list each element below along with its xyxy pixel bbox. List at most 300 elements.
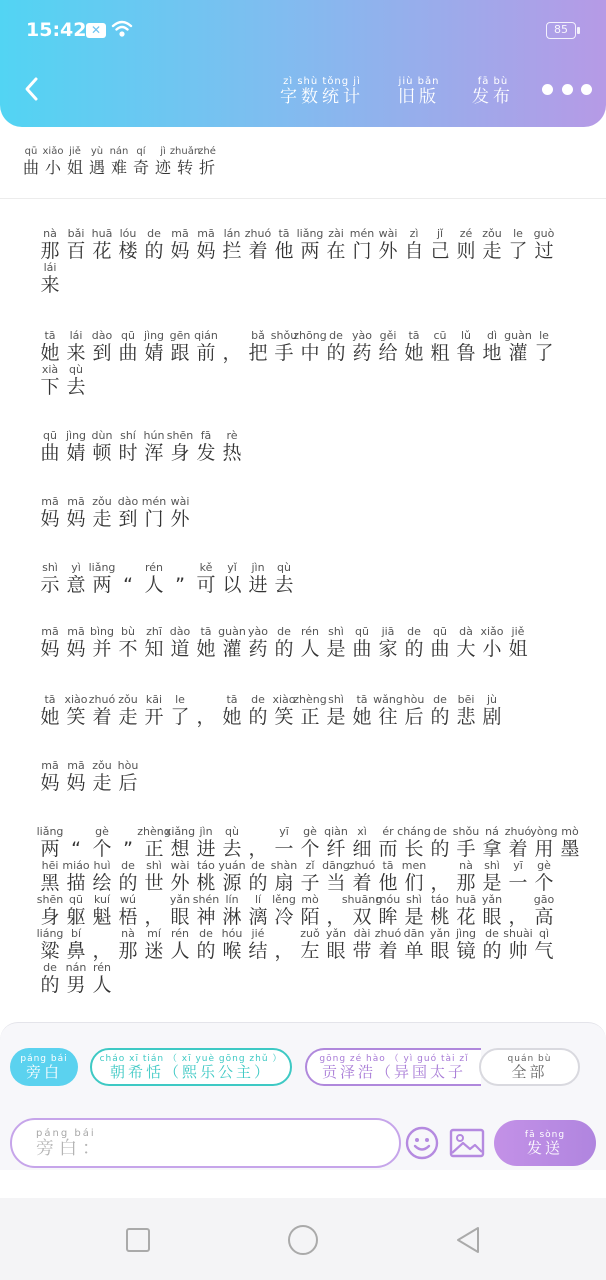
- hanzi: 知: [144, 638, 164, 660]
- story-paragraph: [37, 228, 557, 296]
- pinyin: jìn: [251, 561, 265, 574]
- pinyin: zhuó: [244, 227, 272, 240]
- hanzi: 悲: [456, 706, 476, 728]
- pinyin: yǎn: [169, 893, 191, 906]
- hanzi: 扇: [274, 872, 294, 894]
- ruby-char: [89, 962, 115, 996]
- hanzi: 个: [300, 838, 320, 860]
- role-chip-label: 旁白: [25, 1062, 62, 1081]
- old-version-pinyin: jiù bǎn: [398, 76, 440, 87]
- hanzi: 遇: [88, 158, 105, 177]
- pinyin: rén: [92, 961, 112, 974]
- pinyin: shǒu: [452, 825, 480, 838]
- ruby-char: [427, 894, 453, 928]
- message-input[interactable]: [10, 1118, 401, 1168]
- ruby-char: [293, 329, 327, 364]
- pinyin: lí: [254, 893, 262, 906]
- pinyin: tā: [226, 693, 238, 706]
- hanzi: 想: [170, 838, 190, 860]
- hanzi: 源: [222, 872, 242, 894]
- story-title: [20, 146, 218, 177]
- pinyin: de: [329, 329, 343, 342]
- pinyin: rén: [144, 561, 164, 574]
- pinyin: liǎng: [296, 227, 324, 240]
- hanzi: 发: [196, 442, 216, 464]
- pinyin: hún: [143, 429, 165, 442]
- ruby-char: [531, 860, 557, 894]
- ruby-char: [89, 228, 115, 262]
- system-nav-bar: [0, 1198, 606, 1280]
- pinyin: dào: [169, 625, 191, 638]
- hanzi: 家: [378, 638, 398, 660]
- ruby-char: [479, 626, 505, 660]
- hanzi: ”: [123, 838, 133, 860]
- ruby-char: [479, 860, 505, 894]
- ruby-char: [37, 760, 63, 794]
- hanzi: 男: [66, 974, 86, 996]
- ruby-char: [349, 860, 375, 894]
- pinyin: yǐ: [227, 561, 237, 574]
- hanzi: 走: [482, 240, 502, 262]
- hanzi: 眸: [378, 906, 398, 928]
- hanzi: 门: [352, 240, 372, 262]
- hanzi: 灌: [508, 342, 528, 364]
- ruby-char: [375, 330, 401, 364]
- ruby-char: [115, 760, 141, 794]
- hanzi: 描: [66, 872, 86, 894]
- hanzi: 外: [170, 872, 190, 894]
- ruby-char: [37, 928, 63, 962]
- pinyin: zì: [409, 227, 419, 240]
- hanzi: 外: [170, 508, 190, 530]
- ruby-char: [349, 228, 375, 262]
- story-line: [37, 760, 141, 794]
- hanzi: 她: [352, 706, 372, 728]
- hanzi: 高: [534, 906, 554, 928]
- ruby-char: [557, 826, 583, 860]
- back-nav-icon[interactable]: [448, 1220, 488, 1260]
- pinyin: hòu: [403, 693, 425, 706]
- ruby-char: [137, 825, 171, 860]
- pinyin: jiě: [69, 146, 81, 157]
- hanzi: 淋: [222, 906, 242, 928]
- pinyin: de: [277, 625, 291, 638]
- hanzi: 姐: [66, 158, 83, 177]
- hanzi: 是: [404, 906, 424, 928]
- pinyin: shàn: [270, 859, 298, 872]
- pinyin: bǎi: [67, 227, 85, 240]
- more-options-icon[interactable]: [542, 84, 592, 96]
- hanzi: 着: [352, 872, 372, 894]
- ruby-char: [505, 228, 531, 262]
- pinyin: bí: [70, 927, 82, 940]
- pinyin: mā: [67, 759, 85, 772]
- pinyin: mén: [349, 227, 375, 240]
- pinyin: miáo: [62, 859, 90, 872]
- pinyin: huā: [91, 227, 113, 240]
- pinyin: yǎn: [481, 893, 503, 906]
- hanzi: 个: [534, 872, 554, 894]
- ruby-char: [167, 860, 193, 894]
- role-chip-label: 朝希恬（熙乐公主）: [109, 1062, 272, 1081]
- pinyin: xiǎo: [42, 146, 64, 157]
- ruby-char: [63, 760, 89, 794]
- story-line: [37, 330, 557, 364]
- emoji-icon[interactable]: [405, 1126, 439, 1160]
- pinyin: qián: [194, 329, 218, 342]
- ruby-char: [141, 928, 167, 962]
- pinyin: rè: [226, 429, 238, 442]
- ruby-char: [86, 146, 108, 177]
- ruby-char: [141, 694, 167, 728]
- story-line: [37, 562, 297, 596]
- story-line: [37, 430, 245, 464]
- hanzi: 到: [118, 508, 138, 530]
- ruby-char: [531, 826, 557, 860]
- ruby-char: [323, 626, 349, 660]
- hanzi: 了: [508, 240, 528, 262]
- hanzi: 妈: [40, 638, 60, 660]
- hanzi: 带: [352, 940, 372, 962]
- pinyin: nán: [109, 146, 129, 157]
- hanzi: 一: [508, 872, 528, 894]
- pinyin: lái: [43, 261, 57, 274]
- pinyin: zǒu: [118, 693, 138, 706]
- pinyin: shí: [120, 429, 136, 442]
- pinyin: yǎn: [429, 927, 451, 940]
- pinyin: nán: [65, 961, 87, 974]
- pinyin: jìng: [143, 329, 165, 342]
- ruby-char: [115, 330, 141, 364]
- ruby-char: [297, 626, 323, 660]
- story-line: [37, 228, 557, 262]
- pinyin: lín: [225, 893, 239, 906]
- hanzi: 曲: [118, 342, 138, 364]
- pinyin: wú: [120, 893, 136, 906]
- pinyin: de: [433, 825, 447, 838]
- pinyin: xiǎng: [164, 825, 196, 838]
- send-button[interactable]: [494, 1120, 596, 1166]
- hanzi: 们: [404, 872, 424, 894]
- hanzi: 手: [274, 342, 294, 364]
- ruby-char: [397, 825, 431, 860]
- pinyin: liáng: [36, 927, 64, 940]
- hanzi: 示: [40, 574, 60, 596]
- hanzi: 下: [40, 376, 60, 398]
- ruby-char: [427, 826, 453, 860]
- ruby-char: [245, 894, 271, 928]
- ruby-char: [245, 928, 271, 962]
- pinyin: jìn: [199, 825, 213, 838]
- hanzi: 走: [92, 772, 112, 794]
- hanzi: 曲: [352, 638, 372, 660]
- pinyin: shēn: [166, 429, 194, 442]
- pinyin: kāi: [145, 693, 163, 706]
- hanzi: 妈: [66, 638, 86, 660]
- status-time: 15:42: [26, 19, 87, 41]
- ruby-char: [219, 694, 245, 728]
- hanzi: 拦: [222, 240, 242, 262]
- hanzi: ，: [274, 940, 294, 962]
- ruby-char: [401, 330, 427, 364]
- ruby-char: [89, 860, 115, 894]
- pinyin: dài: [353, 927, 371, 940]
- hanzi: 顿: [92, 442, 112, 464]
- ruby-char: [375, 694, 401, 728]
- old-version-label: 旧版: [398, 87, 440, 107]
- recent-apps-icon[interactable]: [118, 1220, 158, 1260]
- role-chip-zhao[interactable]: [90, 1048, 292, 1086]
- ruby-char: [193, 826, 219, 860]
- old-version-button[interactable]: [398, 76, 440, 107]
- ruby-char: [193, 928, 219, 962]
- pinyin: jiā: [381, 625, 395, 638]
- ruby-char: [531, 928, 557, 962]
- pinyin: nà: [121, 927, 135, 940]
- hanzi: 曲: [22, 158, 39, 177]
- role-chip-pinyin: cháo xī tián （ xī yuè gōng zhǔ ）: [99, 1053, 283, 1064]
- hanzi: 道: [170, 638, 190, 660]
- pinyin: qū: [121, 329, 135, 342]
- role-chip-narrator[interactable]: [10, 1048, 78, 1086]
- hanzi: 花: [92, 240, 112, 262]
- hanzi: 到: [92, 342, 112, 364]
- ruby-char: [271, 928, 297, 962]
- send-label: 发送: [526, 1138, 563, 1157]
- pinyin: jìng: [455, 927, 477, 940]
- ruby-char: [453, 330, 479, 364]
- pinyin: qū: [24, 146, 38, 157]
- hanzi: 人: [144, 574, 164, 596]
- pinyin: ér: [382, 825, 394, 838]
- story-paragraph: [37, 694, 505, 728]
- ruby-char: [141, 626, 167, 660]
- pinyin: zhuó: [348, 859, 376, 872]
- pinyin: zǐ: [305, 859, 315, 872]
- pinyin: jì: [160, 146, 166, 157]
- pinyin: shēn: [36, 893, 64, 906]
- ruby-char: [115, 928, 141, 962]
- ruby-char: [89, 826, 115, 860]
- publish-button[interactable]: [472, 76, 514, 107]
- pinyin: mò: [561, 825, 579, 838]
- ruby-char: [37, 962, 63, 996]
- pinyin: mā: [67, 495, 85, 508]
- ruby-char: [20, 146, 42, 177]
- ruby-char: [453, 860, 479, 894]
- battery-icon: 85: [546, 22, 576, 39]
- publish-label: 发布: [472, 87, 514, 107]
- hanzi: 门: [144, 508, 164, 530]
- pinyin: zǒu: [92, 495, 112, 508]
- hanzi: 婧: [66, 442, 86, 464]
- hanzi: 中: [300, 342, 320, 364]
- pinyin: cháng: [397, 825, 431, 838]
- pinyin: bìng: [90, 625, 114, 638]
- hanzi: 当: [326, 872, 346, 894]
- hanzi: 走: [118, 706, 138, 728]
- ruby-char: [505, 330, 531, 364]
- ruby-char: [37, 694, 63, 728]
- hanzi: 人: [92, 974, 112, 996]
- pinyin: lóu: [119, 227, 137, 240]
- hanzi: 那: [456, 872, 476, 894]
- pinyin: zhuǎn: [169, 146, 201, 157]
- story-line: [37, 860, 583, 894]
- ruby-char: [193, 894, 219, 928]
- pinyin: mí: [147, 927, 161, 940]
- hanzi: 妈: [66, 508, 86, 530]
- pinyin: yǎn: [325, 927, 347, 940]
- ruby-char: [63, 860, 89, 894]
- pinyin: tā: [44, 329, 56, 342]
- pinyin: tā: [408, 329, 420, 342]
- hanzi: 帅: [508, 940, 528, 962]
- pinyin: cū: [433, 329, 447, 342]
- hanzi: 人: [170, 940, 190, 962]
- ruby-char: [141, 330, 167, 364]
- hanzi: 拿: [482, 838, 502, 860]
- hanzi: 姐: [508, 638, 528, 660]
- hanzi: 妈: [66, 772, 86, 794]
- ruby-char: [169, 146, 201, 177]
- hanzi: 的: [248, 706, 268, 728]
- story-paragraph: [37, 760, 141, 794]
- hanzi: 陌: [300, 906, 320, 928]
- pinyin: xià: [41, 363, 59, 376]
- pinyin: qiàn: [324, 825, 348, 838]
- ruby-char: [37, 860, 63, 894]
- ruby-char: [375, 228, 401, 262]
- ruby-char: [479, 894, 505, 928]
- hanzi: 则: [456, 240, 476, 262]
- hanzi: 眼: [482, 906, 502, 928]
- pinyin: xiào: [272, 693, 296, 706]
- hanzi: 意: [66, 574, 86, 596]
- pinyin: dùn: [91, 429, 113, 442]
- ruby-char: [167, 496, 193, 530]
- ruby-char: [297, 894, 323, 928]
- ruby-char: [63, 962, 89, 996]
- pinyin: hēi: [41, 859, 59, 872]
- pinyin: de: [43, 961, 57, 974]
- pinyin: men: [401, 859, 427, 872]
- image-icon[interactable]: [449, 1128, 485, 1158]
- pinyin: zǒu: [482, 227, 502, 240]
- hanzi: 热: [222, 442, 242, 464]
- role-chip-gong[interactable]: [305, 1048, 481, 1086]
- pinyin: tā: [278, 227, 290, 240]
- pinyin: tā: [356, 693, 368, 706]
- pinyin: mā: [67, 625, 85, 638]
- hanzi: 是: [482, 872, 502, 894]
- ruby-char: [196, 146, 218, 177]
- ruby-char: [271, 860, 297, 894]
- pinyin: yī: [513, 859, 523, 872]
- ruby-char: [401, 626, 427, 660]
- pinyin: hóu: [221, 927, 243, 940]
- hanzi: 两: [300, 240, 320, 262]
- hanzi: 一: [274, 838, 294, 860]
- pinyin: de: [251, 859, 265, 872]
- ruby-char: [271, 626, 297, 660]
- pinyin: qù: [277, 561, 291, 574]
- ruby-char: [37, 330, 63, 364]
- pinyin: shén: [192, 893, 220, 906]
- ruby-char: [37, 626, 63, 660]
- hanzi: 的: [40, 974, 60, 996]
- hanzi: 自: [404, 240, 424, 262]
- input-placeholder: 旁白：: [36, 1137, 105, 1159]
- pinyin: yào: [248, 625, 268, 638]
- ruby-char: [63, 430, 89, 464]
- hanzi: 以: [222, 574, 242, 596]
- pinyin: shǒu: [270, 329, 298, 342]
- ruby-char: [115, 860, 141, 894]
- hanzi: 花: [456, 906, 476, 928]
- hanzi: 世: [144, 872, 164, 894]
- hanzi: 药: [352, 342, 372, 364]
- ruby-char: [141, 894, 167, 928]
- ruby-char: [245, 562, 271, 596]
- hanzi: 鲁: [456, 342, 476, 364]
- home-icon[interactable]: [283, 1220, 323, 1260]
- ruby-char: [349, 826, 375, 860]
- ruby-char: [167, 626, 193, 660]
- word-count-pinyin: zì shù tǒng jì: [283, 76, 361, 87]
- ruby-char: [297, 860, 323, 894]
- pinyin: kě: [199, 561, 213, 574]
- hanzi: 的: [430, 706, 450, 728]
- hanzi: 来: [66, 342, 86, 364]
- ruby-char: [271, 228, 297, 262]
- pinyin: shì: [42, 561, 58, 574]
- story-line: [37, 364, 557, 398]
- hanzi: 药: [248, 638, 268, 660]
- hanzi: 细: [352, 838, 372, 860]
- ruby-char: [401, 928, 427, 962]
- pinyin: mò: [301, 893, 319, 906]
- hanzi: 迹: [154, 158, 171, 177]
- pinyin: yī: [279, 825, 289, 838]
- hanzi: 着: [508, 838, 528, 860]
- story-line: [37, 928, 583, 962]
- hanzi: 在: [326, 240, 346, 262]
- pinyin: jǐ: [436, 227, 444, 240]
- hanzi: 给: [378, 342, 398, 364]
- pinyin: wǎng: [373, 693, 403, 706]
- pinyin: guàn: [218, 625, 246, 638]
- role-chip-all[interactable]: [479, 1048, 580, 1086]
- hanzi: 双: [352, 906, 372, 928]
- ruby-char: [219, 860, 245, 894]
- ruby-char: [341, 893, 383, 928]
- back-arrow-icon[interactable]: [18, 74, 46, 104]
- word-count-button[interactable]: [280, 76, 364, 107]
- hanzi: 时: [118, 442, 138, 464]
- pinyin: qū: [433, 625, 447, 638]
- hanzi: 难: [110, 158, 127, 177]
- hanzi: 是: [326, 638, 346, 660]
- pinyin: lěng: [272, 893, 296, 906]
- hanzi: 的: [404, 638, 424, 660]
- pinyin: jù: [486, 693, 498, 706]
- ruby-char: [375, 860, 401, 894]
- pinyin: gè: [95, 825, 109, 838]
- pinyin: xiǎo: [480, 625, 504, 638]
- hanzi: 她: [222, 706, 242, 728]
- pinyin: rén: [170, 927, 190, 940]
